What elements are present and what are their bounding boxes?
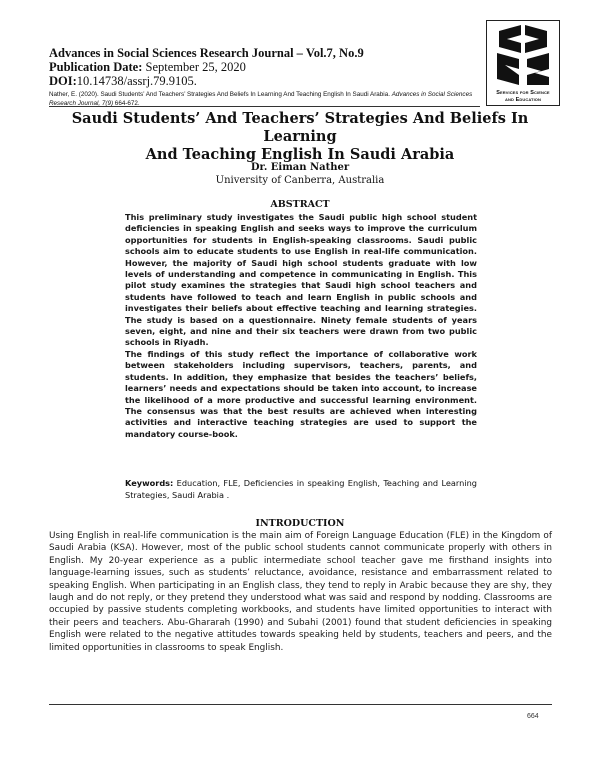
introduction-paragraph: Using English in real-life communication is the main aim of Foreign Language Education (FLE) in the Kingdom of Saudi Arabia (KSA). However, most of the public school students cannot communicate properly with others in English. My 20-year experience as a public intermediate school teacher gave me firsthand insights into language-learning issues, such as students’ reluctance, avoidance, resistance and embarrassment related to speaking English. When participating in an English class, they tend to reply in Arabic because they are shy, they laugh and do not reply, or they pretend they understood what was said and respond by nodding. Classrooms are occupied by passive students completing workbooks, and students have limited opportunities to interact with their peers and teachers. Abu-Ghararah (1990) and Subahi (2001) found that student deficiencies in speaking English were related to the negative attitudes towards speaking held by students, teachers and peers, and the limited opportunities in classrooms to speak English. xyxy=(49,531,552,653)
citation-text: Nather, E. (2020). Saudi Students’ And Teachers’ Strategies And Beliefs In Learning And Teaching English In Saudi Arabia. xyxy=(49,91,392,98)
abstract-paragraph-1: This preliminary study investigates the Saudi public high school student deficiencies in speaking English and seeks ways to improve the curriculum opportunities for students in English-speaking classrooms. Saudi public schools aim to educate students to use English in real-life communication. However, the majority of Saudi high school students graduate with low levels of understanding and competence in communicating in English. This pilot study examines the strategies that Saudi high school teachers and students have followed to teach and learn English in public schools and investigates their beliefs about effective teaching and learning strategies. The study is based on a questionnaire. Ninety female students of years seven, eight, and nine and their six teachers were drawn from two public schools in Riyadh. xyxy=(125,212,477,348)
abstract-paragraph-2: The findings of this study reflect the importance of collaborative work between stakeholders including supervisors, teachers, parents, and students. In addition, they emphasize that besides the teachers’ beliefs, learners’ needs and expectations should be taken into account, to increase the likelihood of a more productive and successful learning environment. The consensus was that the best results are achieved when interesting activities and interactive teaching strategies are used to support the mandatory course-book. xyxy=(125,348,477,439)
keywords-label: Keywords: xyxy=(125,478,174,488)
logo-line-2: and Education xyxy=(505,96,541,103)
journal-header xyxy=(49,46,479,108)
page-number: 664 xyxy=(527,713,539,720)
author-affiliation: University of Canberra, Australia xyxy=(215,175,385,186)
doi-label: DOI: xyxy=(49,74,77,88)
introduction-body xyxy=(49,530,552,654)
title-line-1: Saudi Students’ And Teachers’ Strategies And Beliefs In Learning xyxy=(71,110,529,145)
abstract-body xyxy=(125,212,477,440)
publisher-logo-text xyxy=(487,90,559,103)
paper-title xyxy=(60,110,540,164)
introduction-heading: INTRODUCTION xyxy=(255,518,345,529)
sse-logo-icon xyxy=(491,23,555,89)
publisher-logo xyxy=(486,20,560,106)
journal-title: Advances in Social Sciences Research Journal – Vol.7, No.9 xyxy=(49,46,364,60)
abstract-heading: ABSTRACT xyxy=(270,199,330,210)
keywords xyxy=(125,478,477,501)
title-line-2: And Teaching English In Saudi Arabia xyxy=(145,146,455,163)
citation-journal: Advances in Social Sciences Research Journal, 7(9) xyxy=(49,91,473,107)
publication-date-label: Publication Date: xyxy=(49,60,143,74)
header-rule xyxy=(49,106,480,107)
publication-date xyxy=(49,60,479,74)
doi-value: 10.14738/assrj.79.9105. xyxy=(76,74,197,88)
author-name: Dr. Eiman Nather xyxy=(250,162,350,173)
logo-line-1: Services for Science xyxy=(496,90,550,96)
doi xyxy=(49,74,479,88)
citation-pages: 664-672. xyxy=(113,99,140,107)
keywords-text: Education, FLE, Deficiencies in speaking English, Teaching and Learning Strategies, Saudi Arabia . xyxy=(125,478,477,500)
publication-date-value: September 25, 2020 xyxy=(145,60,246,74)
footer-rule xyxy=(49,704,552,705)
